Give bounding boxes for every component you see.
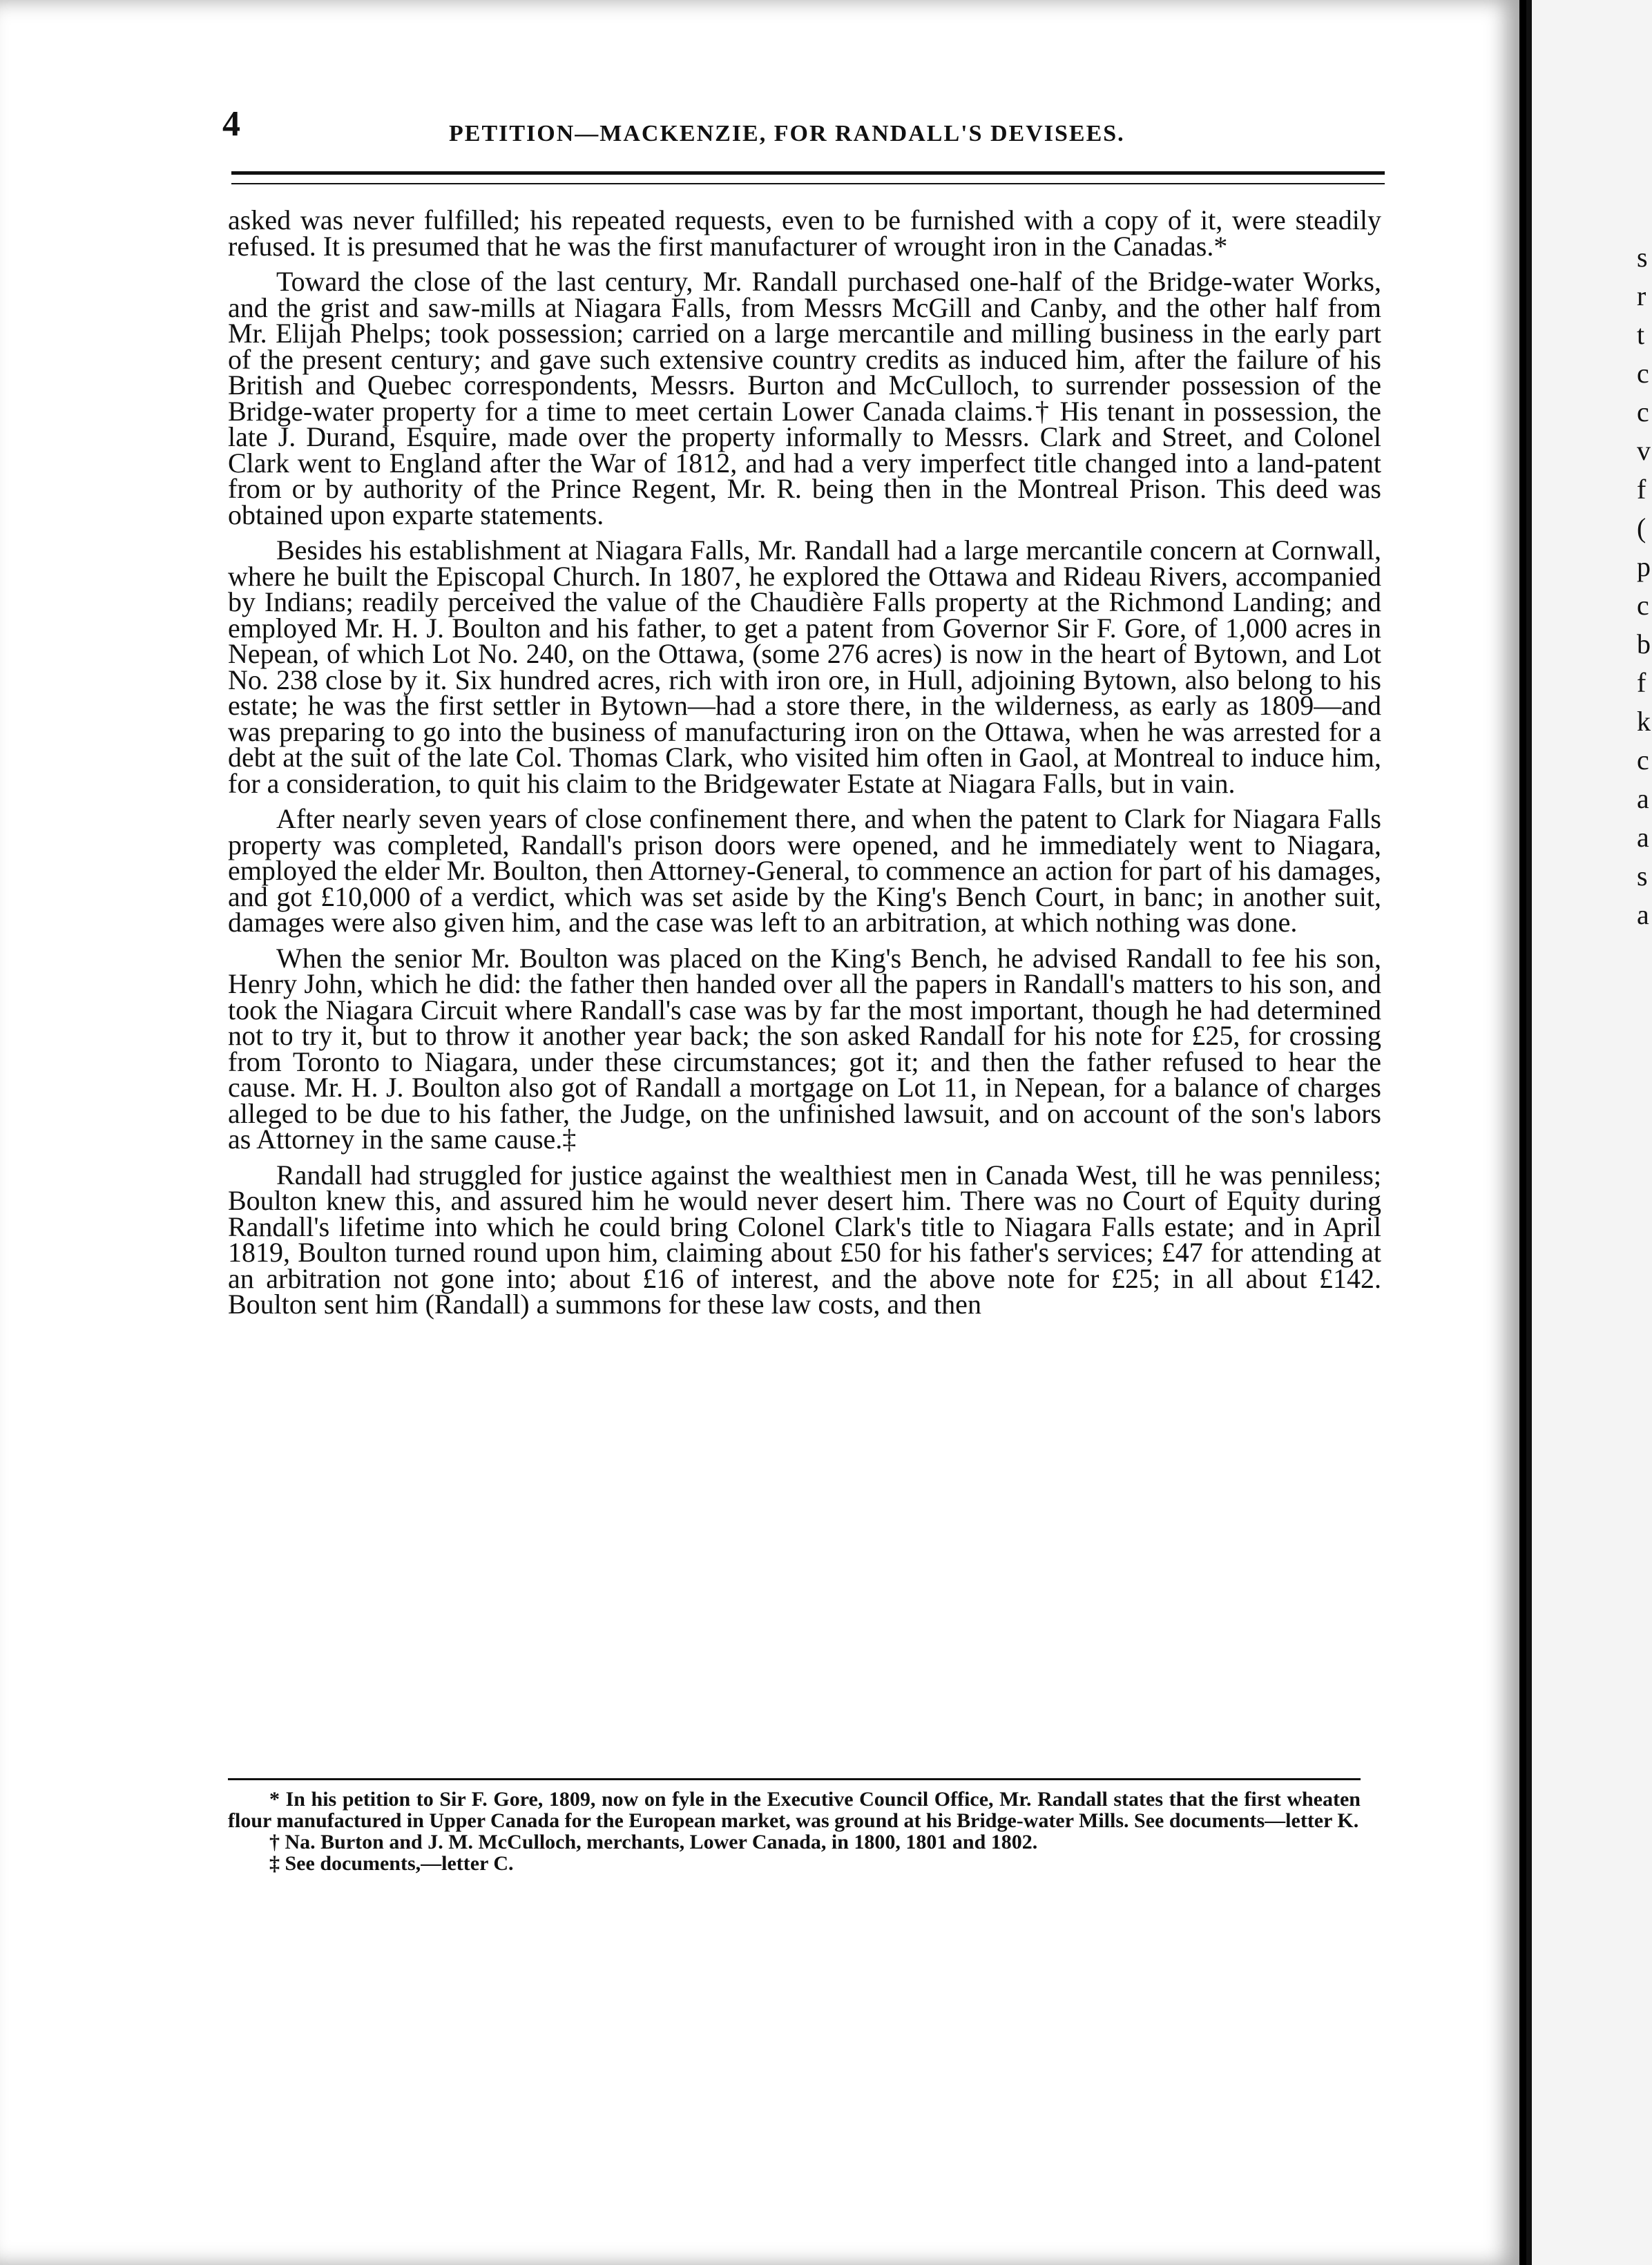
margin-letter: a xyxy=(1637,783,1649,814)
margin-letter: r xyxy=(1637,280,1646,311)
margin-letter: b xyxy=(1637,628,1651,659)
margin-letter: c xyxy=(1637,744,1649,775)
body-text xyxy=(228,204,1381,1327)
running-head: PETITION—MACKENZIE, FOR RANDALL'S DEVISEES. xyxy=(449,121,1125,146)
page-number: 4 xyxy=(222,104,240,144)
footnotes xyxy=(228,1789,1361,1874)
margin-letter: t xyxy=(1637,319,1645,350)
gutter-rule xyxy=(1526,0,1532,2265)
facing-page-letters xyxy=(1637,238,1651,934)
paragraph: asked was never fulfilled; his repeated requests, even to be furnished with a copy of it, were steadily refused. It is presumed that he was the first manufacturer of wrought iron in the Canadas.* xyxy=(228,204,1381,262)
margin-letter: s xyxy=(1637,242,1648,273)
margin-letter: a xyxy=(1637,899,1649,930)
margin-letter: k xyxy=(1637,706,1651,737)
margin-letter: v xyxy=(1637,435,1651,466)
margin-letter: a xyxy=(1637,822,1649,853)
footnote: † Na. Burton and J. M. McCulloch, merchants, Lower Canada, in 1800, 1801 and 1802. xyxy=(269,1831,1038,1853)
paragraph: When the senior Mr. Boulton was placed on the King's Bench, he advised Randall to fee his son, Henry John, which he did: the father then handed over all the papers in Randall's matters to his son, and took the Niagara Circuit where Randall's case was by far the most important, though he had determined not to try it, but to throw it another year back; the son asked Randall for his note for £25, for crossing from Toronto to Niagara, under these circumstances; got it; and then the father refused to hear the cause. Mr. H. J. Boulton also got of Randall a mortgage on Lot 11, in Nepean, for a balance of charges alleged to be due to his father, the Judge, on the unfinished lawsuit, and on account of the son's labors as Attorney in the same cause.‡ xyxy=(228,942,1381,1155)
margin-letter: c xyxy=(1637,358,1649,389)
margin-letter: s xyxy=(1637,860,1648,891)
margin-letter: c xyxy=(1637,590,1649,621)
header-rule xyxy=(231,171,1385,184)
facing-page-edge xyxy=(1526,0,1652,2265)
margin-letter: ( xyxy=(1637,512,1646,543)
paragraph: Toward the close of the last century, Mr. Randall purchased one-half of the Bridge-water Works, and the grist and saw-mills at Niagara Falls, from Messrs McGill and Canby, and the other half from Mr. Elijah Phelps; took possession; carried on a large mercantile and milling business in the early part of the present century; and gave such extensive country credits as induced him, after the failure of his British and Quebec correspondents, Messrs. Burton and McCulloch, to surrender possession of the Bridge-water property for a time to meet certain Lower Canada claims.† His tenant in possession, the late J. Durand, Esquire, made over the property informally to Messrs. Clark and Street, and Colonel Clark went to England after the War of 1812, and had a very imperfect title changed into a land-patent from or by authority of the Prince Regent, Mr. R. being then in the Montreal Prison. This deed was obtained upon exparte statements. xyxy=(228,266,1381,530)
margin-letter: f xyxy=(1637,667,1646,698)
footnote: * In his petition to Sir F. Gore, 1809, now on fyle in the Executive Council Office, Mr. Randall states that the first wheaten flour manufactured in Upper Canada for the European market, was ground at his Bridge-water Mills. See documents—letter K. xyxy=(228,1788,1361,1832)
footnote-rule xyxy=(228,1778,1361,1780)
footnote: ‡ See documents,—letter C. xyxy=(269,1852,514,1875)
margin-letter: f xyxy=(1637,474,1646,505)
paragraph: Randall had struggled for justice against the wealthiest men in Canada West, till he was penniless; Boulton knew this, and assured him he would never desert him. There was no Court of Equity during Randall's lifetime into which he could bring Colonel Clark's title to Niagara Falls estate; and in April 1819, Boulton turned round upon him, claiming about £50 for his father's services; £47 for attending at an arbitration not gone into; about £16 of interest, and the above note for £25; in all about £142. Boulton sent him (Randall) a summons for these law costs, and then xyxy=(228,1159,1381,1320)
paragraph: Besides his establishment at Niagara Falls, Mr. Randall had a large mercantile concern at Cornwall, where he built the Episcopal Church. In 1807, he explored the Ottawa and Rideau Rivers, accompanied by Indians; readily perceived the value of the Chaudière Falls property at the Richmond Landing; and employed Mr. H. J. Boulton and his father, to get a patent from Governor Sir F. Gore, of 1,000 acres in Nepean, of which Lot No. 240, on the Ottawa, (some 276 acres) is now in the heart of Bytown, and Lot No. 238 close by it. Six hundred acres, rich with iron ore, in Hull, adjoining Bytown, also belong to his estate; he was the first settler in Bytown—had a store there, in the wilderness, as early as 1809—and was preparing to go into the business of manufacturing iron on the Ottawa, when he was arrested for a debt at the suit of the late Col. Thomas Clark, who visited him often in Gaol, at Montreal to induce him, for a consideration, to quit his claim to the Bridgewater Estate at Niagara Falls, but in vain. xyxy=(228,534,1381,799)
margin-letter: p xyxy=(1637,551,1651,582)
margin-letter: c xyxy=(1637,396,1649,427)
paragraph: After nearly seven years of close confinement there, and when the patent to Clark for Niagara Falls property was completed, Randall's prison doors were opened, and he immediately went to Niagara, employed the elder Mr. Boulton, then Attorney-General, to commence an action for part of his damages, and got £10,000 of a verdict, which was set aside by the King's Bench Court, in banc; in another suit, damages were also given him, and the case was left to an arbitration, at which nothing was done. xyxy=(228,803,1381,938)
